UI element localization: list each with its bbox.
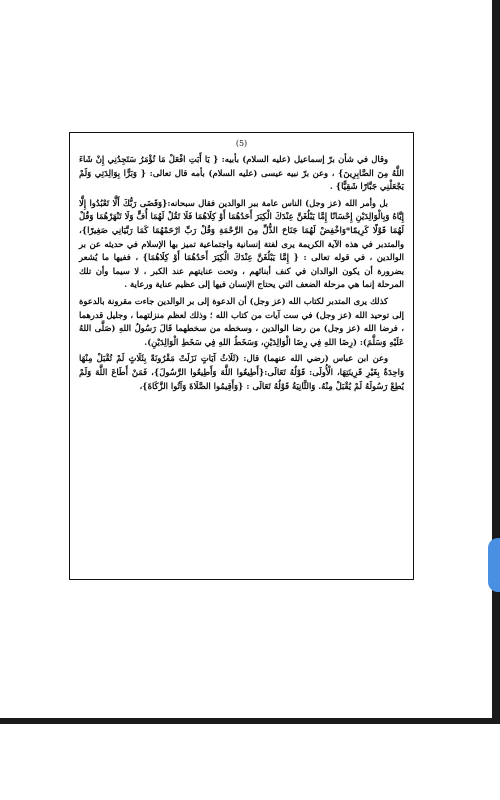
paragraph-1: وقال في شأن برّ إسماعيل (عليه السلام) بأبيه: { يَا أَبَتِ افْعَلْ مَا تُؤْمَرُ سَتَجِدُنِي إِنْ شَاءَ اللَّهُ مِنَ الصَّابِرِينَ} ، وعن برّ نبيه عيسى (عليه السلام) بأمه قال تعالى: { وَبَرًّا بِوَالِدَتِي وَلَمْ يَجْعَلْنِي جَبَّارًا شَقِيًّا} . (79, 154, 404, 192)
page-number: (5) (235, 139, 248, 148)
paragraph-2: بل وأمر الله (عز وجل) الناس عامة ببر الوالدين فقال سبحانه:{وَقَضَى رَبُّكَ أَلَّا تَعْبُدُوا إِلَّا إِيَّاهُ وَبِالْوَالِدَيْنِ إِحْسَانًا إِمَّا يَبْلُغَنَّ عِنْدَكَ الْكِبَرَ أَحَدُهُمَا أَوْ كِلَاهُمَا فَلَا تَقُلْ لَهُمَا أُفٍّ وَلَا تَنْهَرْهُمَا وَقُلْ لَهُمَا قَوْلًا كَرِيمًا*وَاخْفِضْ لَهُمَا جَنَاحَ الذُّلِّ مِنَ الرَّحْمَةِ وَقُلْ رَبِّ ارْحَمْهُمَا كَمَا رَبَّيَانِي صَغِيرًا}، والمتدبر في هذه الآية الكريمة يرى لفتة إنسانية واجتماعية تميز بها الإسلام في حديثه عن بر الوالدين ، في قوله تعالى : { إِمَّا يَبْلُغَنَّ عِنْدَكَ الْكِبَرَ أَحَدُهُمَا أَوْ كِلَاهُمَا} ، ففيها ما يُشعر بضرورة أن يكون الوالدان في كنف أبنائهم ، وتحت عنايتهم عند الكبر ، لا سيما وأن تلك المرحلة إنما هي مرحلة الضعف التي يحتاج الإنسان فيها إلى عظيم عناية ورعاية . (79, 197, 404, 290)
paragraph-4: وعن ابن عباس (رضي الله عنهما) قال: (ثَلَاثُ آيَاتٍ نَزَلَتْ مَقْرُونَةً بِثَلَاثٍ لَمْ تُقْبَلْ مِنْهَا وَاحِدَةٌ بِغَيْرِ قَرِينَتِهَا، الْأُولَى: قَوْلُهُ تَعَالَى:{أَطِيعُوا اللَّهَ وَأَطِيعُوا الرَّسُولَ}، فَمَنْ أَطَاعَ اللَّهَ وَلَمْ يُطِعْ رَسُولَهُ لَمْ يُقْبَلْ مِنْهُ. وَالثَّانِيَةُ قَوْلُهُ تَعَالَى : {وَأَقِيمُوا الصَّلَاةَ وَآتُوا الزَّكَاةَ}، (79, 353, 404, 391)
blank-area (0, 724, 500, 800)
document-page (69, 132, 414, 580)
scrollbar-handle[interactable] (488, 538, 500, 592)
document-body (79, 153, 404, 396)
paragraph-3: كذلك يرى المتدبر لكتاب الله (عز وجل) أن الدعوة إلى بر الوالدين جاءت مقرونة بالدعوة إلى توحيد الله (عز وجل) في ست آيات من كتاب الله ؛ وذلك لعظم منزلتهما ، وجليل قدرهما ، فرضا الله (عز وجل) من رضا الوالدين ، وسخطه من سخطهما قَالَ رَسُولُ اللهِ (صَلَّى اللهُ عَلَيْهِ وَسَلَّمَ): (رِضَا اللهِ فِي رِضَا الْوَالِدَيْنِ، وَسَخَطُ اللهِ فِي سَخَطِ الْوَالِدَيْنِ). (79, 295, 404, 347)
scrollbar-track[interactable] (492, 0, 500, 724)
